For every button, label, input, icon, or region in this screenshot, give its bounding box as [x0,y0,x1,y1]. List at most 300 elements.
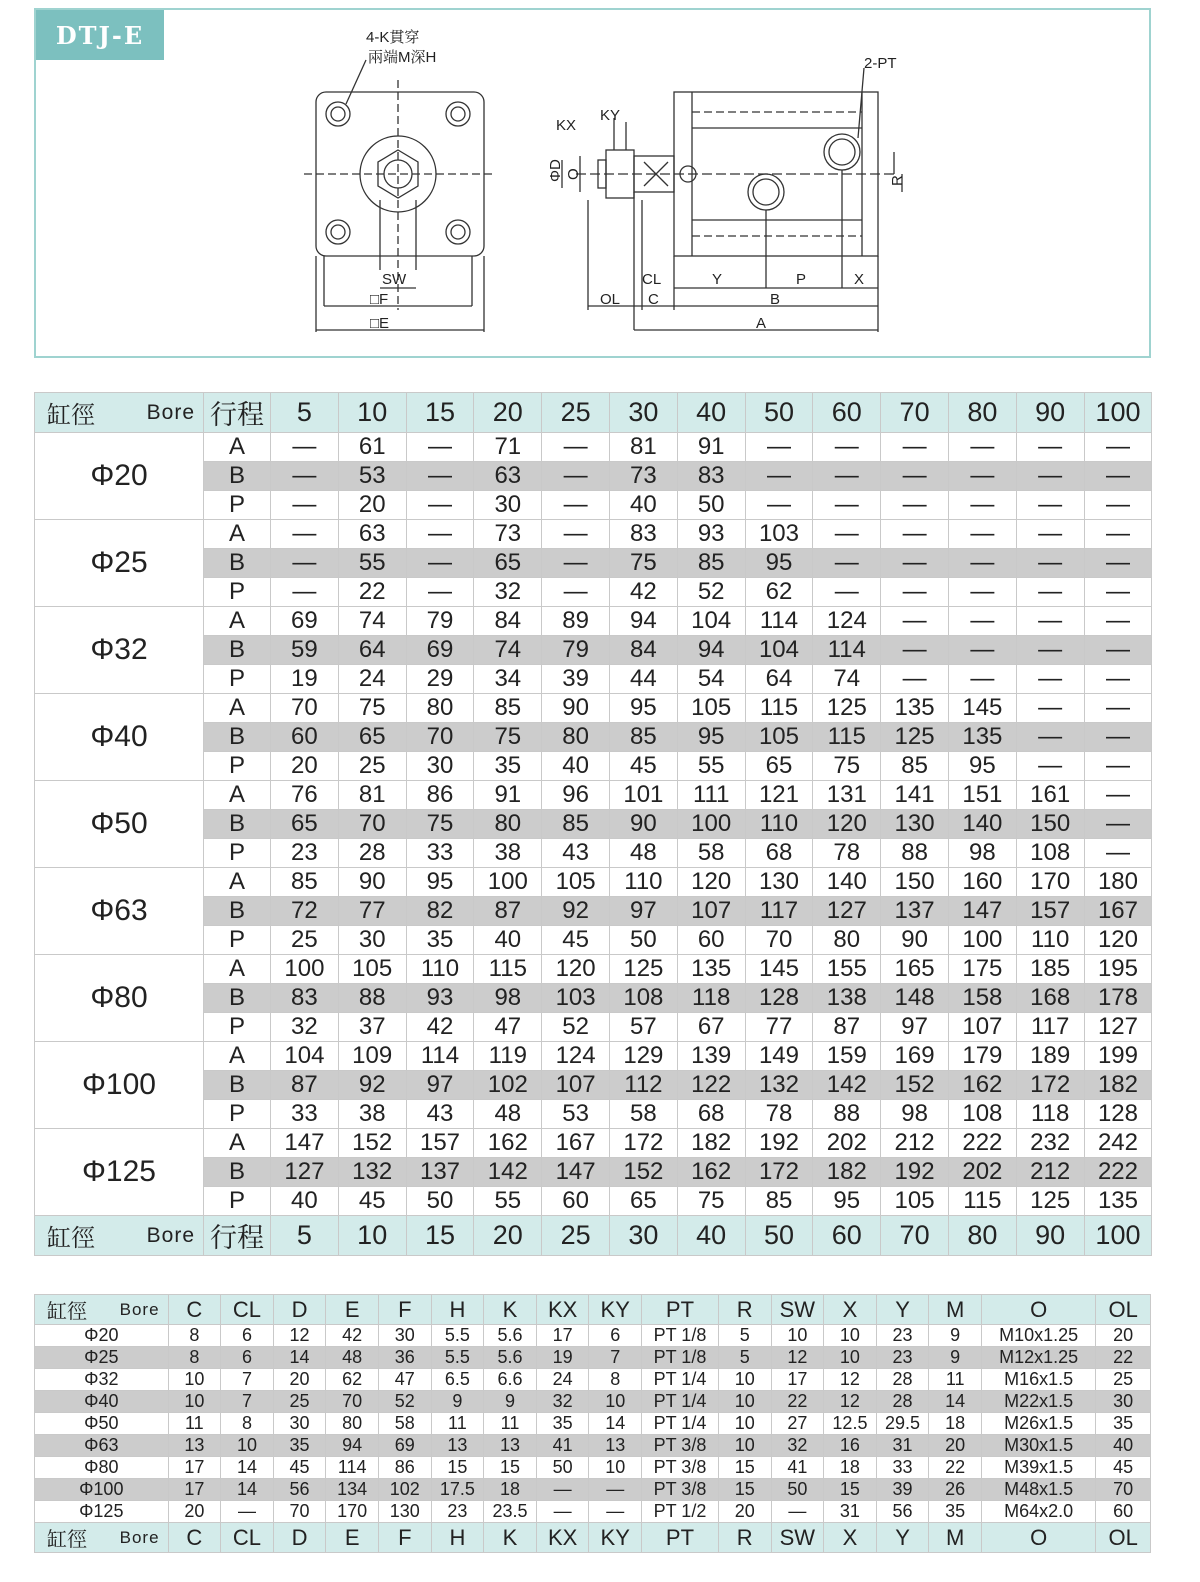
dimension-label: P [204,1013,271,1042]
dim-value-cell: 17 [771,1369,824,1391]
stroke-value-cell: 58 [677,839,745,868]
dimension-label: B [204,984,271,1013]
dim-value-cell: 20 [929,1435,982,1457]
dimension-label: B [204,1158,271,1187]
dim-col-footer: M [929,1523,982,1553]
stroke-value-cell: — [881,433,949,462]
stroke-value-cell: 65 [338,723,406,752]
dim-bore-header-cjk: 缸徑 [47,1301,87,1323]
stroke-table [34,392,1152,1256]
dim-col-header: H [431,1295,484,1325]
stroke-value-cell: 52 [677,578,745,607]
dim-value-cell: 62 [326,1369,379,1391]
dim-value-cell: 31 [876,1435,929,1457]
dim-value-cell: 134 [326,1479,379,1501]
stroke-value-cell: — [271,549,339,578]
stroke-value-cell: 117 [745,897,813,926]
stroke-value-cell: 100 [474,868,542,897]
stroke-value-cell: — [745,491,813,520]
stroke-value-cell: 108 [948,1100,1016,1129]
stroke-col-footer: 50 [745,1216,813,1256]
holes-label: 4-K貫穿 [366,29,420,46]
stroke-value-cell: 94 [677,636,745,665]
dim-value-cell: 5.5 [431,1347,484,1369]
dim-value-cell: 22 [771,1391,824,1413]
dim-row [35,1413,1151,1435]
stroke-value-cell: 28 [338,839,406,868]
dim-col-header: SW [771,1295,824,1325]
stroke-value-cell: 60 [677,926,745,955]
stroke-value-cell: 109 [338,1042,406,1071]
stroke-value-cell: 162 [677,1158,745,1187]
stroke-value-cell: — [1016,607,1084,636]
dim-row [35,1347,1151,1369]
stroke-value-cell: 95 [677,723,745,752]
stroke-value-cell: 94 [609,607,677,636]
stroke-value-cell: 32 [474,578,542,607]
dim-value-cell: 9 [929,1347,982,1369]
dim-col-footer: KY [589,1523,642,1553]
stroke-value-cell: 172 [609,1129,677,1158]
stroke-value-cell: 79 [542,636,610,665]
dim-col-header: C [168,1295,221,1325]
stroke-value-cell: 85 [542,810,610,839]
stroke-value-cell: 55 [474,1187,542,1216]
stroke-value-cell: 44 [609,665,677,694]
dim-value-cell: PT 1/4 [642,1413,719,1435]
stroke-value-cell: — [1084,752,1152,781]
stroke-value-cell: — [1084,578,1152,607]
dim-value-cell: 8 [221,1413,274,1435]
dim-value-cell: M64x2.0 [981,1501,1095,1523]
stroke-col-header: 100 [1084,393,1152,433]
stroke-value-cell: 131 [813,781,881,810]
stroke-value-cell: — [813,462,881,491]
stroke-value-cell: — [1084,723,1152,752]
dim-value-cell: 58 [378,1413,431,1435]
stroke-value-cell: 172 [1016,1071,1084,1100]
stroke-value-cell: 77 [338,897,406,926]
stroke-value-cell: 80 [474,810,542,839]
stroke-value-cell: 162 [948,1071,1016,1100]
stroke-value-cell: 137 [406,1158,474,1187]
dim-value-cell: 15 [718,1457,771,1479]
stroke-value-cell: 137 [881,897,949,926]
stroke-row-A [35,1042,1152,1071]
dim-value-cell: 8 [168,1347,221,1369]
dim-value-cell: 20 [1096,1325,1151,1347]
dim-col-footer: D [273,1523,326,1553]
stroke-row-A [35,433,1152,462]
o-label: O [565,168,582,180]
stroke-value-cell: — [1084,665,1152,694]
stroke-value-cell: 65 [474,549,542,578]
drawing-panel [34,8,1151,358]
stroke-value-cell: 152 [338,1129,406,1158]
dim-value-cell: 12 [824,1369,877,1391]
stroke-col-header: 30 [609,393,677,433]
dim-value-cell: — [589,1501,642,1523]
stroke-value-cell: — [948,520,1016,549]
dim-footer-row [35,1523,1151,1553]
dimension-label: P [204,1100,271,1129]
stroke-value-cell: 70 [745,926,813,955]
stroke-value-cell: 147 [271,1129,339,1158]
stroke-value-cell: 182 [813,1158,881,1187]
dim-col-header: D [273,1295,326,1325]
stroke-value-cell: 88 [881,839,949,868]
stroke-value-cell: 128 [1084,1100,1152,1129]
mount-hole-icon [326,220,350,244]
stroke-value-cell: 64 [338,636,406,665]
stroke-value-cell: 115 [948,1187,1016,1216]
stroke-value-cell: 22 [338,578,406,607]
dim-value-cell: 28 [876,1391,929,1413]
dim-col-header: F [378,1295,431,1325]
stroke-table-body [35,433,1152,1216]
stroke-value-cell: 100 [677,810,745,839]
dim-value-cell: M16x1.5 [981,1369,1095,1391]
dimension-label: P [204,491,271,520]
mount-hole-icon [446,220,470,244]
ol-label: OL [600,291,621,308]
stroke-value-cell: — [271,520,339,549]
ky-label: KY [600,107,621,124]
stroke-value-cell: 91 [474,781,542,810]
stroke-value-cell: 135 [677,955,745,984]
stroke-value-cell: 82 [406,897,474,926]
dim-col-footer: OL [1096,1523,1151,1553]
stroke-value-cell: 161 [1016,781,1084,810]
stroke-value-cell: 62 [745,578,813,607]
dim-value-cell: 12 [273,1325,326,1347]
stroke-value-cell: — [745,462,813,491]
stroke-value-cell: 110 [609,868,677,897]
dim-col-header: CL [221,1295,274,1325]
stroke-value-cell: 150 [1016,810,1084,839]
dimension-label: B [204,1071,271,1100]
dim-bore-cell: Φ125 [35,1501,169,1523]
dim-value-cell: 15 [824,1479,877,1501]
r-label: R [889,175,906,186]
stroke-value-cell: 142 [813,1071,881,1100]
stroke-value-cell: 42 [609,578,677,607]
stroke-value-cell: 50 [677,491,745,520]
dim-value-cell: 114 [326,1457,379,1479]
stroke-value-cell: 104 [677,607,745,636]
stroke-value-cell: 61 [338,433,406,462]
dim-value-cell: 41 [771,1457,824,1479]
stroke-value-cell: 125 [609,955,677,984]
stroke-value-cell: 168 [1016,984,1084,1013]
stroke-value-cell: 72 [271,897,339,926]
stroke-value-cell: 107 [948,1013,1016,1042]
stroke-value-cell: 68 [677,1100,745,1129]
stroke-footer-row [35,1216,1152,1256]
stroke-value-cell: 85 [677,549,745,578]
dim-value-cell: 35 [536,1413,589,1435]
dim-col-footer: PT [642,1523,719,1553]
stroke-value-cell: 148 [881,984,949,1013]
stroke-value-cell: 104 [271,1042,339,1071]
stroke-value-cell: 118 [677,984,745,1013]
stroke-value-cell: 81 [338,781,406,810]
stroke-value-cell: — [542,520,610,549]
dim-value-cell: — [536,1479,589,1501]
dim-value-cell: 20 [168,1501,221,1523]
stroke-value-cell: 114 [813,636,881,665]
stroke-footer: 行程 [204,1216,271,1256]
stroke-value-cell: — [406,520,474,549]
stroke-row-A [35,868,1152,897]
stroke-col-header: 20 [474,393,542,433]
stroke-value-cell: 60 [542,1187,610,1216]
stroke-value-cell: 35 [406,926,474,955]
stroke-value-cell: 65 [609,1187,677,1216]
stroke-value-cell: 202 [948,1158,1016,1187]
stroke-value-cell: — [1016,665,1084,694]
dim-value-cell: 18 [484,1479,537,1501]
stroke-value-cell: 155 [813,955,881,984]
bore-cell: Φ80 [35,955,204,1042]
stroke-value-cell: 55 [338,549,406,578]
stroke-value-cell: 185 [1016,955,1084,984]
stroke-value-cell: 80 [542,723,610,752]
bore-cell: Φ63 [35,868,204,955]
stroke-header: 行程 [204,393,271,433]
stroke-value-cell: 20 [271,752,339,781]
dim-value-cell: 17 [168,1479,221,1501]
stroke-value-cell: 202 [813,1129,881,1158]
dim-value-cell: M12x1.25 [981,1347,1095,1369]
dim-value-cell: 26 [929,1479,982,1501]
stroke-value-cell: 212 [881,1129,949,1158]
dim-row [35,1325,1151,1347]
stroke-value-cell: — [542,491,610,520]
dim-bore-cell: Φ40 [35,1391,169,1413]
stroke-value-cell: 132 [338,1158,406,1187]
dim-value-cell: PT 3/8 [642,1479,719,1501]
stroke-value-cell: — [881,520,949,549]
dim-value-cell: 10 [589,1457,642,1479]
dim-value-cell: 15 [718,1479,771,1501]
stroke-value-cell: 157 [406,1129,474,1158]
dim-value-cell: 60 [1096,1501,1151,1523]
stroke-value-cell: 100 [948,926,1016,955]
stroke-col-header: 80 [948,393,1016,433]
stroke-value-cell: 90 [338,868,406,897]
dimension-label: B [204,897,271,926]
a-label: A [756,315,767,332]
stroke-value-cell: 87 [813,1013,881,1042]
dim-value-cell: 20 [718,1501,771,1523]
stroke-col-footer: 90 [1016,1216,1084,1256]
b-label: B [770,291,781,308]
stroke-value-cell: 114 [406,1042,474,1071]
stroke-value-cell: 95 [813,1187,881,1216]
stroke-value-cell: 120 [542,955,610,984]
stroke-value-cell: 135 [948,723,1016,752]
stroke-col-footer: 80 [948,1216,1016,1256]
c-label: C [648,291,659,308]
stroke-value-cell: — [948,636,1016,665]
stroke-value-cell: — [1084,462,1152,491]
dim-value-cell: 56 [273,1479,326,1501]
dim-value-cell: 12 [771,1347,824,1369]
dim-value-cell: 10 [718,1369,771,1391]
stroke-value-cell: 95 [406,868,474,897]
dim-value-cell: 16 [824,1435,877,1457]
stroke-value-cell: 139 [677,1042,745,1071]
stroke-value-cell: 195 [1084,955,1152,984]
dim-value-cell: 23 [876,1325,929,1347]
stroke-value-cell: 30 [406,752,474,781]
stroke-value-cell: 40 [609,491,677,520]
dim-col-header: R [718,1295,771,1325]
stroke-value-cell: 145 [745,955,813,984]
dim-col-footer: F [378,1523,431,1553]
stroke-value-cell: 93 [677,520,745,549]
dim-value-cell: 9 [431,1391,484,1413]
stroke-value-cell: 147 [542,1158,610,1187]
stroke-value-cell: 38 [474,839,542,868]
dim-value-cell: 45 [1096,1457,1151,1479]
stroke-value-cell: 125 [813,694,881,723]
stroke-value-cell: 65 [271,810,339,839]
stroke-value-cell: 60 [271,723,339,752]
dim-value-cell: 19 [536,1347,589,1369]
stroke-value-cell: 40 [542,752,610,781]
stroke-value-cell: 85 [474,694,542,723]
dim-value-cell: 11 [929,1369,982,1391]
dim-value-cell: 50 [536,1457,589,1479]
stroke-value-cell: — [813,433,881,462]
dim-value-cell: 36 [378,1347,431,1369]
dimension-label: B [204,636,271,665]
stroke-value-cell: — [1084,810,1152,839]
dim-value-cell: PT 3/8 [642,1457,719,1479]
dim-row [35,1369,1151,1391]
stroke-value-cell: 132 [745,1071,813,1100]
dim-bore-cell: Φ63 [35,1435,169,1457]
dim-col-footer: O [981,1523,1095,1553]
stroke-value-cell: 40 [474,926,542,955]
e-label: □E [370,315,390,332]
dim-value-cell: 10 [824,1325,877,1347]
dim-value-cell: PT 3/8 [642,1435,719,1457]
stroke-value-cell: 74 [338,607,406,636]
stroke-col-header: 50 [745,393,813,433]
dim-value-cell: 22 [1096,1347,1151,1369]
stroke-value-cell: — [406,578,474,607]
stroke-value-cell: 222 [1084,1158,1152,1187]
mount-hole-inner [451,225,465,239]
dim-value-cell: 17 [168,1457,221,1479]
stroke-value-cell: 179 [948,1042,1016,1071]
stroke-value-cell: 90 [609,810,677,839]
stroke-value-cell: 71 [474,433,542,462]
bore-cell: Φ100 [35,1042,204,1129]
stroke-value-cell: 85 [881,752,949,781]
dimension-label: A [204,955,271,984]
stroke-value-cell: 125 [1016,1187,1084,1216]
bore-footer-cjk: 缸徑 [47,1225,95,1252]
stroke-value-cell: 97 [881,1013,949,1042]
stroke-header-row [35,393,1152,433]
stroke-value-cell: 110 [1016,926,1084,955]
dim-value-cell: 23 [876,1347,929,1369]
dim-value-cell: 14 [929,1391,982,1413]
stroke-value-cell: — [948,578,1016,607]
stroke-value-cell: 135 [1084,1187,1152,1216]
dim-col-header: E [326,1295,379,1325]
dim-col-footer: Y [876,1523,929,1553]
stroke-col-footer: 70 [881,1216,949,1256]
stroke-value-cell: 96 [542,781,610,810]
sw-label: SW [382,271,407,288]
dim-value-cell: 9 [484,1391,537,1413]
stroke-value-cell: 75 [406,810,474,839]
bore-footer [35,1216,204,1256]
dim-value-cell: 12 [824,1391,877,1413]
stroke-value-cell: 118 [1016,1100,1084,1129]
dimension-label: B [204,549,271,578]
dim-value-cell: 17.5 [431,1479,484,1501]
mount-hole-inner [331,225,345,239]
dim-value-cell: 7 [221,1391,274,1413]
stroke-value-cell: 48 [609,839,677,868]
dim-bore-cell: Φ100 [35,1479,169,1501]
dimension-label: P [204,1187,271,1216]
stroke-value-cell: 117 [1016,1013,1084,1042]
stroke-value-cell: — [948,549,1016,578]
stroke-value-cell: 57 [609,1013,677,1042]
stroke-value-cell: 59 [271,636,339,665]
stroke-value-cell: — [542,433,610,462]
dim-value-cell: M48x1.5 [981,1479,1095,1501]
stroke-value-cell: 115 [813,723,881,752]
stroke-value-cell: — [881,462,949,491]
stroke-value-cell: 101 [609,781,677,810]
dim-value-cell: 9 [929,1325,982,1347]
stroke-value-cell: 162 [474,1129,542,1158]
mount-hole-inner [451,107,465,121]
stroke-value-cell: — [271,491,339,520]
stroke-value-cell: 127 [271,1158,339,1187]
stroke-value-cell: 33 [406,839,474,868]
dim-value-cell: 70 [326,1391,379,1413]
dim-col-footer: R [718,1523,771,1553]
dim-value-cell: 10 [718,1435,771,1457]
dim-value-cell: 10 [718,1413,771,1435]
dim-col-header: M [929,1295,982,1325]
stroke-row-A [35,694,1152,723]
stroke-value-cell: 55 [677,752,745,781]
dim-col-header: KY [589,1295,642,1325]
stroke-value-cell: 48 [474,1100,542,1129]
bore-header [35,393,204,433]
dimension-table-body [35,1325,1151,1523]
stroke-col-header: 40 [677,393,745,433]
stroke-value-cell: 25 [271,926,339,955]
port-inner [829,139,855,165]
stroke-value-cell: 140 [813,868,881,897]
dim-col-header: KX [536,1295,589,1325]
stroke-value-cell: 32 [271,1013,339,1042]
stroke-value-cell: 103 [542,984,610,1013]
stroke-col-header: 5 [271,393,339,433]
dim-value-cell: PT 1/4 [642,1369,719,1391]
